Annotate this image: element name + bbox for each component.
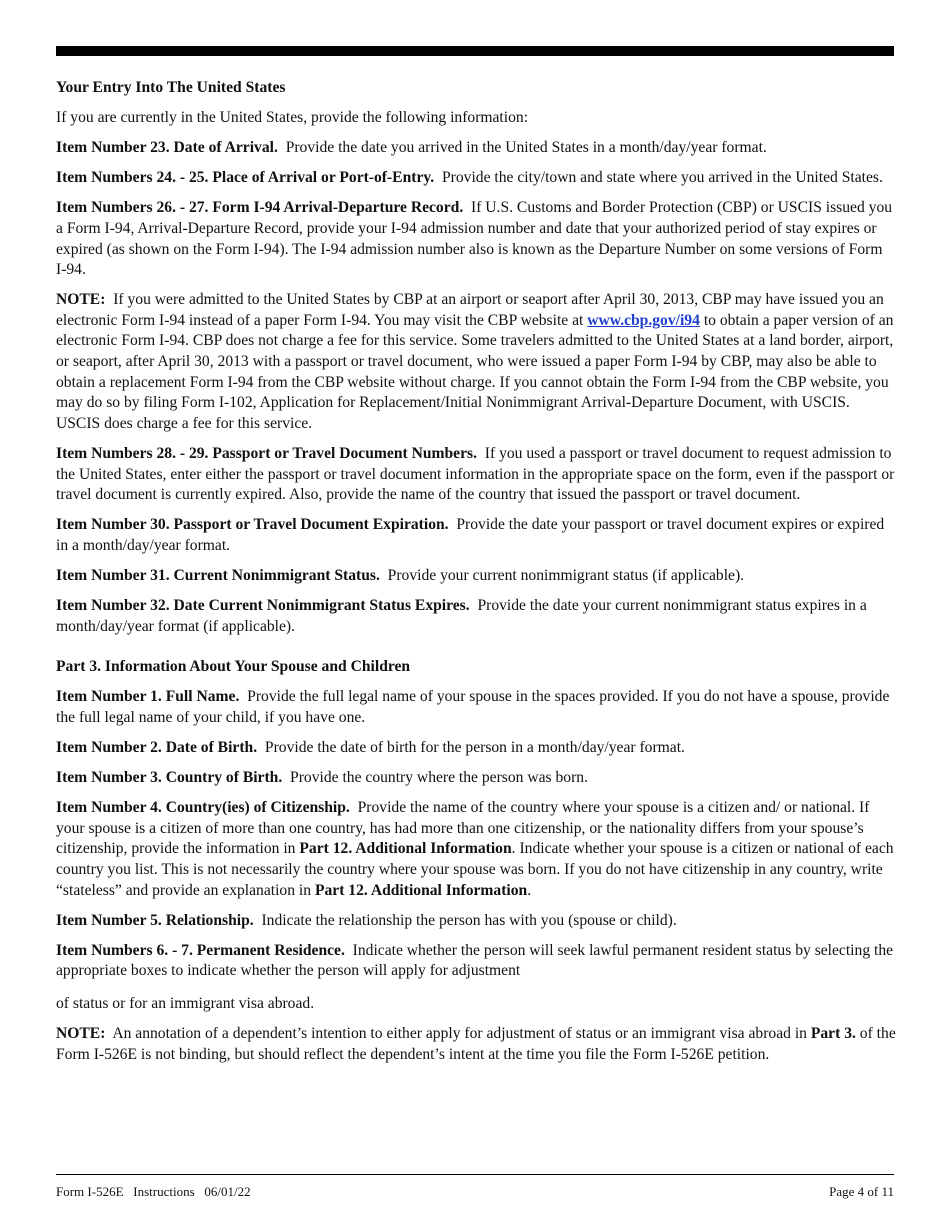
footer-rule [56, 1174, 894, 1175]
item-31-text: Provide your current nonimmigrant status (if applicable). [387, 566, 745, 584]
note-i94 [56, 290, 896, 434]
item-23-text: Provide the date you arrived in the United States in a month/day/year format. [285, 139, 767, 157]
part3-item-4-ref-2: Part 12. Additional Information [314, 881, 528, 899]
part3-item-4-text-1: Provide the name of the country where your spouse is a citizen and/ or national. If your spouse is a citizen of more than one country, has had more than one citizenship, or the nationality differs from your spouse’s citizenship, provide the information in [56, 799, 870, 858]
note-dependent-label: NOTE: [56, 1024, 106, 1042]
item-32 [56, 596, 896, 637]
part3-item-2 [56, 738, 896, 759]
section-intro: If you are currently in the United States, provide the following information: [56, 109, 529, 127]
part3-item-6-7-continuation: of status or for an immigrant visa abroad. [56, 994, 315, 1012]
part3-item-4 [56, 798, 896, 901]
item-24-25-label: Item Numbers 24. - 25. Place of Arrival or Port-of-Entry. [56, 169, 435, 187]
part3-item-2-text: Provide the date of birth for the person in a month/day/year format. [264, 738, 685, 756]
note-dependent-text-2: of the Form I-526E is not binding, but should reflect the dependent’s intent at the time you file the Form I-526E petition. [56, 1024, 896, 1063]
item-32-label: Item Number 32. Date Current Nonimmigrant Status Expires. [56, 596, 470, 614]
section-heading-entry: Your Entry Into The United States [56, 79, 286, 96]
note-i94-text-1: If you were admitted to the United States by CBP at an airport or seaport after April 30, 2013, CBP may have issued you an electronic Form I-94 instead of a paper Form I-94. You may visit the CBP website at [56, 291, 884, 329]
part3-item-4-text-2: . Indicate whether your spouse is a citizen or national of each country you list. This is not necessarily the country where your spouse was born. If you do not have citizenship in any country, write “stateless” and provide an explanation in [56, 840, 894, 899]
part3-item-5-text: Indicate the relationship the person has with you (spouse or child). [261, 911, 677, 929]
part3-item-4-ref-1: Part 12. Additional Information [299, 840, 512, 858]
item-26-27 [56, 198, 896, 280]
part3-item-1-label: Item Number 1. Full Name. [56, 688, 240, 706]
item-32-text: Provide the date your current nonimmigrant status expires in a month/day/year format (if applicable). [56, 596, 867, 635]
part3-item-1-text: Provide the full legal name of your spouse in the spaces provided. If you do not have a spouse, provide the full legal name of your child, if you have one. [56, 688, 890, 726]
note-dependent [56, 1024, 896, 1065]
item-26-27-text: If U.S. Customs and Border Protection (CBP) or USCIS issued you a Form I-94, Arrival-Departure Record, provide your I-94 admission number and date that your authorized period of stay expires or expired (as shown on the Form I-94). The I-94 admission number also is known as the Departure Number on some versions of Form I-94. [56, 199, 893, 279]
part3-item-4-text-3: . [527, 881, 532, 899]
page-content [56, 78, 896, 1075]
item-24-25 [56, 168, 896, 189]
note-dependent-text-1: An annotation of a dependent’s intention to either apply for adjustment of status or an immigrant visa abroad in [112, 1024, 807, 1042]
part3-item-5 [56, 911, 896, 932]
item-28-29 [56, 444, 896, 506]
note-i94-text-2: to obtain a paper version of an electronic Form I-94. CBP does not charge a fee for this service. Some travelers admitted to the United States at a land border, airport, or seaport, after April 30, 2013 with a passport or travel document, who were issued a paper Form I-94 by CBP, may also be able to obtain a replacement Form I-94 from the CBP website without charge. If you cannot obtain the Form I-94 from the CBP website, you may do so by filing Form I-102, Application for Replacement/Initial Nonimmigrant Arrival-Departure Document, with USCIS. USCIS does charge a fee for this service. [56, 311, 894, 432]
item-31 [56, 566, 896, 587]
part3-item-6-7-text: Indicate whether the person will seek lawful permanent resident status by selecting the appropriate boxes to indicate whether the person will apply for adjustment [56, 941, 894, 980]
item-23-label: Item Number 23. Date of Arrival. [56, 139, 278, 157]
part3-item-2-label: Item Number 2. Date of Birth. [56, 738, 258, 756]
item-28-29-label: Item Numbers 28. - 29. Passport or Travel Document Numbers. [56, 444, 477, 462]
item-26-27-label: Item Numbers 26. - 27. Form I-94 Arrival-Departure Record. [56, 199, 464, 217]
section-heading-part3: Part 3. Information About Your Spouse and Children [56, 658, 411, 676]
part3-item-3-text: Provide the country where the person was born. [290, 769, 588, 787]
item-30-label: Item Number 30. Passport or Travel Document Expiration. [56, 516, 449, 534]
cbp-i94-link[interactable]: www.cbp.gov/i94 [587, 311, 700, 329]
part3-item-6-7-label: Item Numbers 6. - 7. Permanent Residence. [56, 941, 345, 959]
item-30 [56, 515, 896, 556]
part3-item-5-label: Item Number 5. Relationship. [56, 911, 254, 929]
part3-item-3 [56, 768, 896, 789]
item-24-25-text: Provide the city/town and state where you arrived in the United States. [442, 169, 883, 187]
part3-item-1 [56, 687, 896, 728]
part3-item-4-label: Item Number 4. Country(ies) of Citizenship. [56, 799, 350, 817]
part3-item-6-7 [56, 941, 896, 982]
header-rule [56, 46, 894, 56]
item-28-29-text: If you used a passport or travel document to request admission to the United States, enter either the passport or travel document information in the appropriate space on the form, even if the passport or travel document is currently expired. Also, provide the name of the country that issued the passport or travel document. [56, 444, 895, 504]
item-31-label: Item Number 31. Current Nonimmigrant Status. [56, 566, 380, 584]
part3-item-3-label: Item Number 3. Country of Birth. [56, 769, 283, 787]
note-dependent-ref: Part 3. [810, 1024, 856, 1042]
item-23 [56, 138, 896, 159]
item-30-text: Provide the date your passport or travel document expires or expired in a month/day/year format. [56, 516, 885, 554]
footer-form-id: Form I-526E Instructions 06/01/22 [56, 1184, 251, 1199]
note-i94-label: NOTE: [56, 291, 106, 309]
footer-page-number: Page 4 of 11 [829, 1184, 894, 1199]
